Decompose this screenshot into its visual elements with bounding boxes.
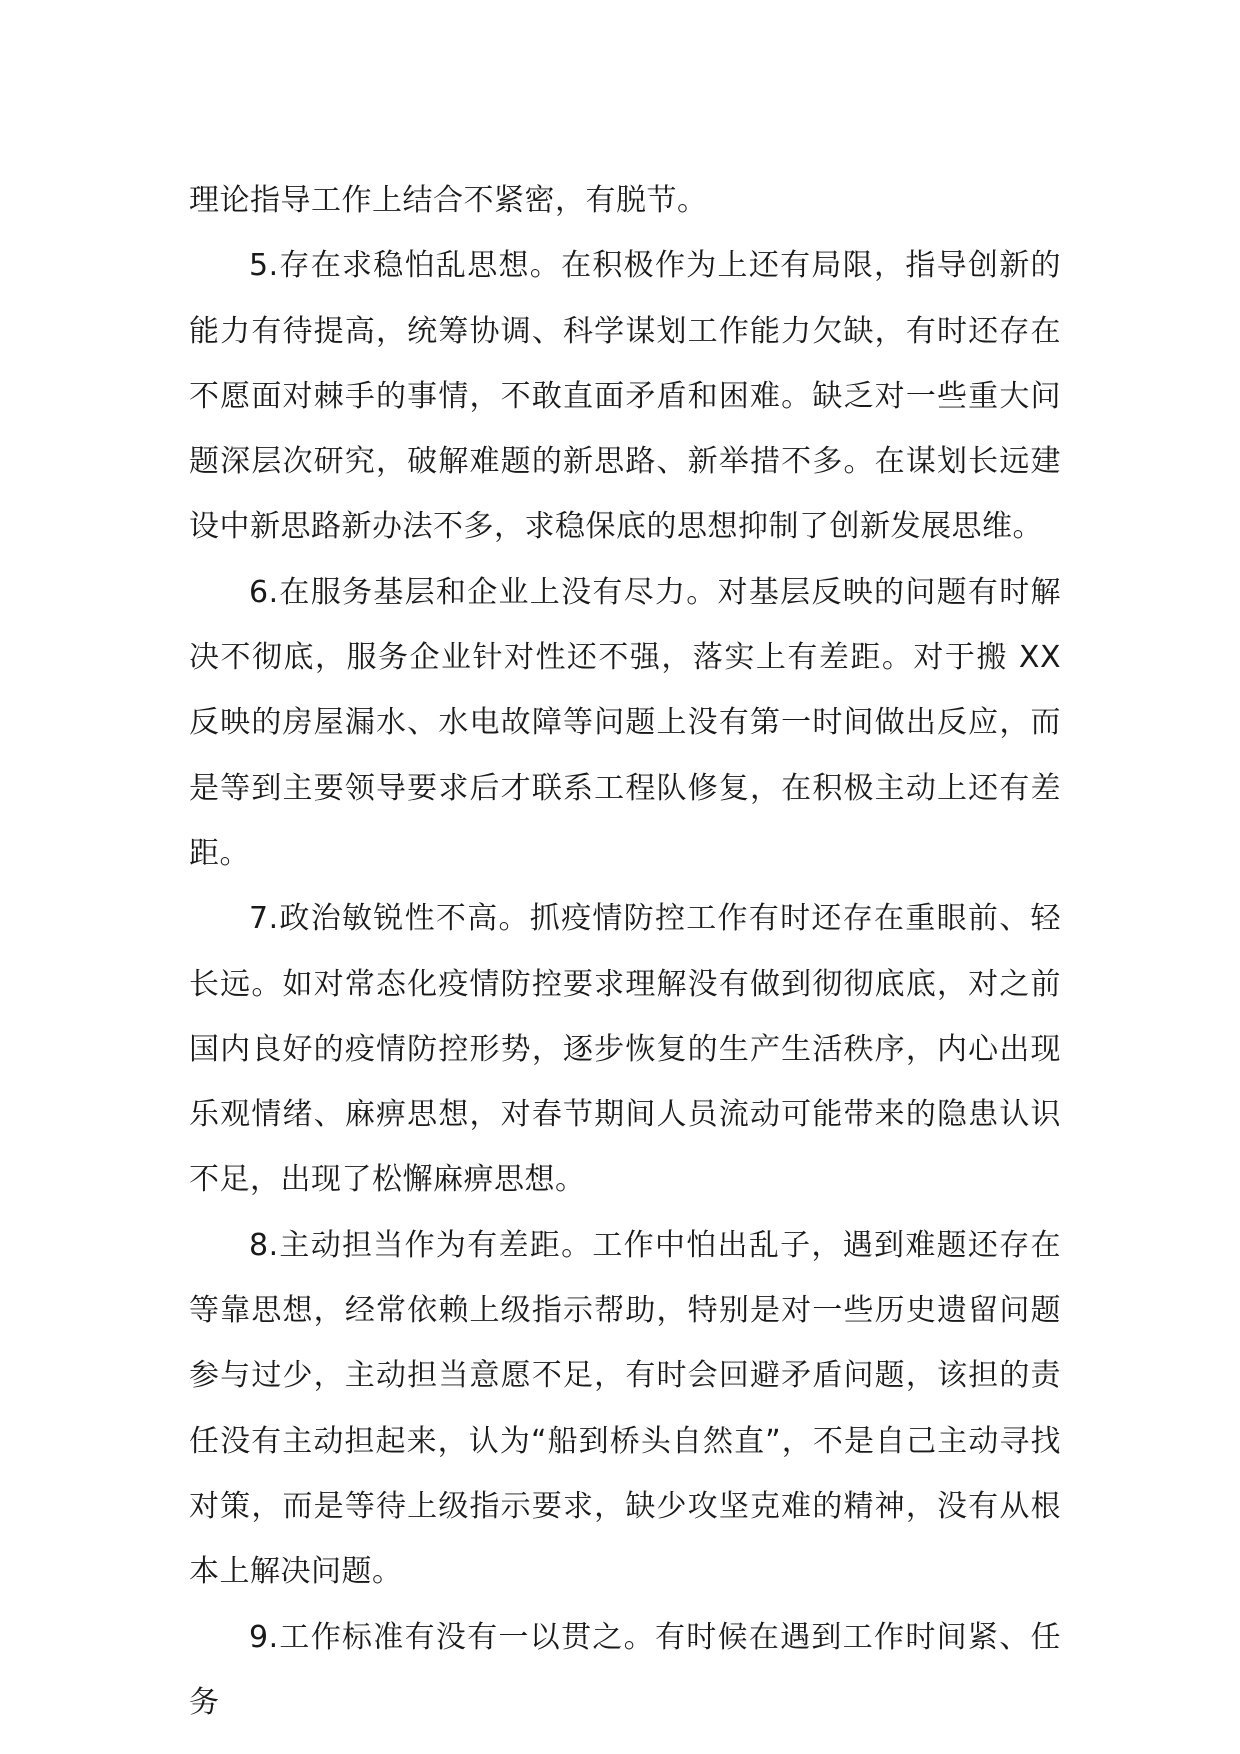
paragraph-item-7: 7.政治敏锐性不高。抓疫情防控工作有时还存在重眼前、轻长远。如对常态化疫情防控要求理解没有做到彻彻底底，对之前国内良好的疫情防控形势，逐步恢复的生产生活秩序，内心出现乐观情绪、麻痹思想，对春节期间人员流动可能带来的隐患认识不足，出现了松懈麻痹思想。 — [189, 901, 1061, 1198]
paragraph-item-9: 9.工作标准有没有一以贯之。有时候在遇到工作时间紧、任务 — [189, 1619, 1061, 1720]
paragraph-item-6: 6.在服务基层和企业上没有尽力。对基层反映的问题有时解决不彻底，服务企业针对性还不强，落实上有差距。对于搬 XX 反映的房屋漏水、水电故障等问题上没有第一时间做出反应，而是等到主要领导要求后才联系工程队修复，在积极主动上还有差距。 — [189, 574, 1061, 871]
document-body — [189, 168, 1061, 1735]
paragraph-item-5: 5.存在求稳怕乱思想。在积极作为上还有局限，指导创新的能力有待提高，统筹协调、科学谋划工作能力欠缺，有时还存在不愿面对棘手的事情，不敢直面矛盾和困难。缺乏对一些重大问题深层次研究，破解难题的新思路、新举措不多。在谋划长远建设中新思路新办法不多，求稳保底的思想抑制了创新发展思维。 — [189, 248, 1061, 545]
paragraph-continuation: 理论指导工作上结合不紧密，有脱节。 — [189, 183, 708, 218]
paragraph-item-8: 8.主动担当作为有差距。工作中怕出乱子，遇到难题还存在等靠思想，经常依赖上级指示帮助，特别是对一些历史遗留问题参与过少，主动担当意愿不足，有时会回避矛盾问题，该担的责任没有主动担起来，认为“船到桥头自然直”，不是自己主动寻找对策，而是等待上级指示要求，缺少攻坚克难的精神，没有从根本上解决问题。 — [189, 1227, 1061, 1590]
